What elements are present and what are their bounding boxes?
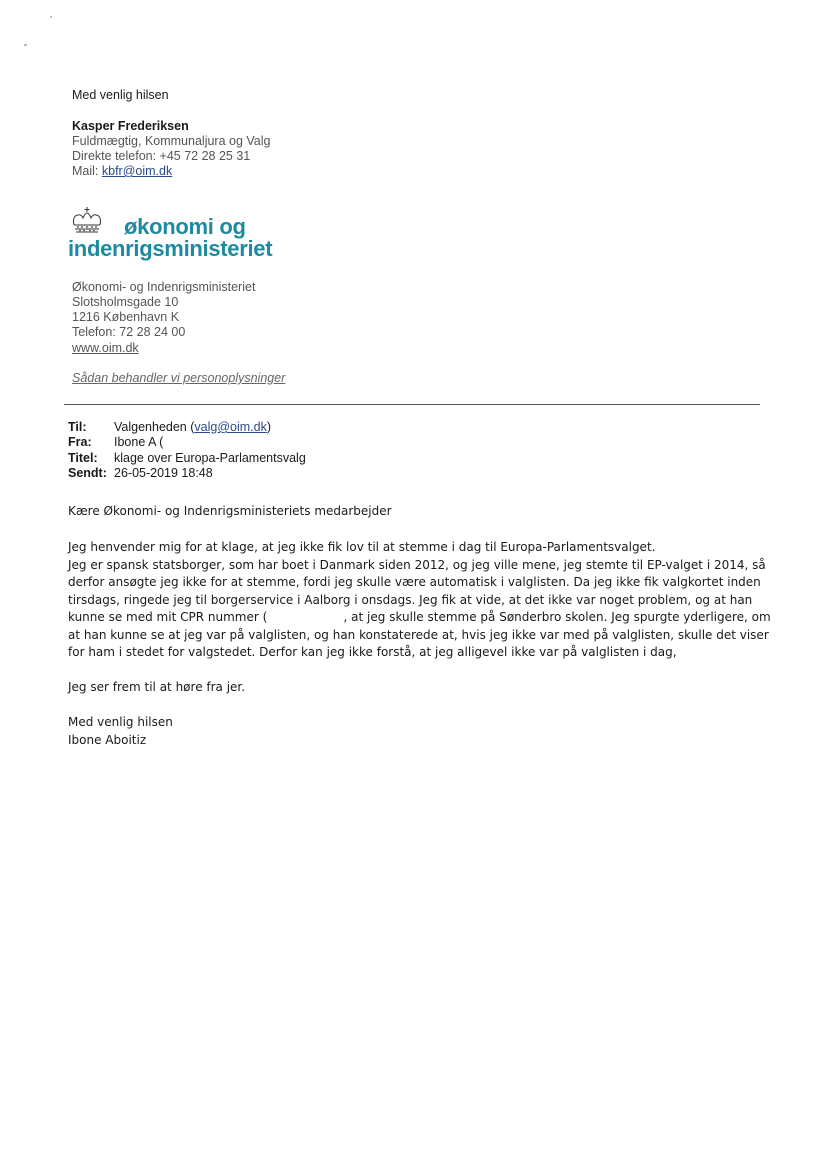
message-line: Jeg er spansk statsborger, som har boet i Danmark siden 2012, og jeg ville mene, jeg stemte til EP-valget i 2014, så <box>68 557 766 572</box>
sent-value: 26-05-2019 18:48 <box>114 466 213 480</box>
message-salutation: Kære Økonomi- og Indenrigsministeriets medarbejder <box>68 504 392 518</box>
from-row <box>68 435 163 450</box>
address-web-link[interactable]: www.oim.dk <box>72 341 139 355</box>
subject-row <box>68 451 306 466</box>
message-closing: Jeg ser frem til at høre fra jer. <box>68 680 246 694</box>
sent-row <box>68 466 213 481</box>
message-line: derfor ansøgte jeg ikke for at stemme, fordi jeg skulle være automatisk i valglisten. Da jeg ikke fik valgkortet inden <box>68 575 761 589</box>
subject-label: Titel: <box>68 451 98 465</box>
signature-phone: Direkte telefon: +45 72 28 25 31 <box>72 149 251 163</box>
mail-label: Mail: <box>72 164 102 178</box>
address-street: Slotsholmsgade 10 <box>72 295 179 309</box>
to-email-link[interactable]: valg@oim.dk <box>194 420 267 434</box>
from-label: Fra: <box>68 435 92 449</box>
message-sender-name: Ibone Aboitiz <box>68 733 147 747</box>
to-value: Valgenheden ( <box>114 420 195 434</box>
address-org: Økonomi- og Indenrigsministeriet <box>72 280 256 294</box>
message-line: at han kunne se at jeg var på valglisten, og han konstaterede at, hvis jeg ikke var med på valglisten, skulle det viser <box>68 627 769 642</box>
crown-icon <box>68 206 106 236</box>
logo-line-1: økonomi og <box>124 214 246 239</box>
address-phone: Telefon: 72 28 24 00 <box>72 325 186 339</box>
signature-mail <box>72 164 172 179</box>
to-row <box>68 420 271 435</box>
mail-link[interactable]: kbfr@oim.dk <box>101 164 173 178</box>
subject-value: klage over Europa-Parlamentsvalg <box>114 451 306 465</box>
header-divider <box>64 404 760 405</box>
scan-speck <box>24 44 27 46</box>
sent-label: Sendt: <box>68 466 107 480</box>
message-line: for ham i stedet for valgstedet. Derfor kan jeg ikke forstå, at jeg alligevel ikke var på valglisten i dag, <box>68 645 677 659</box>
from-value: Ibone A ( <box>114 435 164 449</box>
privacy-link[interactable]: Sådan behandler vi personoplysninger <box>72 371 286 385</box>
logo-line-2: indenrigsministeriet <box>68 236 273 261</box>
message-sign-off: Med venlig hilsen <box>68 715 173 729</box>
to-close: ) <box>266 420 271 434</box>
message-line: tirsdags, ringede jeg til borgerservice i Aalborg i onsdags. Jeg fik at vide, at det ikke var noget problem, og at han <box>68 592 753 607</box>
message-body <box>68 539 771 662</box>
message-line: Jeg henvender mig for at klage, at jeg ikke fik lov til at stemme i dag til Europa-Parlamentsvalget. <box>68 540 656 554</box>
signature-role: Fuldmægtig, Kommunaljura og Valg <box>72 134 271 148</box>
signature-greeting: Med venlig hilsen <box>72 88 169 102</box>
signature-name: Kasper Frederiksen <box>72 119 189 133</box>
to-label: Til: <box>68 420 87 434</box>
scan-speck <box>50 16 52 18</box>
message-line: kunne se med mit CPR nummer ( , at jeg skulle stemme på Sønderbro skolen. Jeg spurgte yderligere, om <box>68 610 771 624</box>
address-city: 1216 København K <box>72 310 180 324</box>
